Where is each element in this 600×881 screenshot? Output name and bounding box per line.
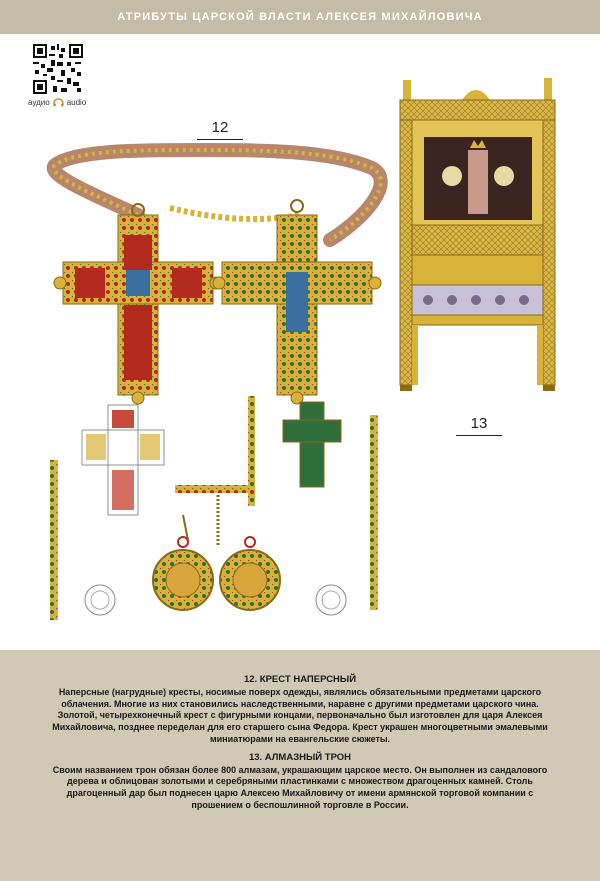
pectoral-cross-front [54, 204, 222, 404]
medallion-left [153, 537, 213, 610]
figure-number-12: 12 [211, 119, 229, 136]
audio-label[interactable]: аудио audio [28, 98, 87, 107]
figure-number-13: 13 [470, 415, 488, 432]
side-bar-left [50, 460, 58, 620]
cross-hinge-parts [175, 396, 255, 545]
side-bar-right [370, 415, 378, 610]
seal-sketch-right [316, 585, 346, 615]
cross-chain [54, 150, 381, 240]
diamond-throne [400, 78, 555, 391]
cross-heading: 12. КРЕСТ НАПЕРСНЫЙ [243, 674, 357, 685]
throne-description: Своим названием трон обязан более 800 алмазам, украшающим царское место. Он выполнен из сандалового дерева и облицован золотыми и серебряными пластинками с множеством драгоценных камней. Столь драгоценный дар был поднесен царю Алексею Михайловичу от имени армянской торговой компании с прошением о беспошлинной торговле в России. [52, 764, 548, 810]
cross-sketch [82, 405, 164, 515]
throne-heading: 13. АЛМАЗНЫЙ ТРОН [248, 751, 352, 763]
small-green-cross [283, 402, 341, 487]
pectoral-cross-back [213, 200, 381, 404]
seal-sketch-left [85, 585, 115, 615]
cross-description: Наперсные (нагрудные) кресты, носимые поверх одежды, являлись обязательными предметами царского облачения. Многие из них становились наследственными, наравне с другими предметами царского чина. Золотой, четырехконечный крест с фигурными концами, первоначально был изготовлен для царя Алексея Михайловича, позднее переделан для его старшего сына Федора. Крест украшен многоцветными эмалевыми миниатюрами на евангельские сюжеты. [52, 686, 548, 744]
page-title: АТРИБУТЫ ЦАРСКОЙ ВЛАСТИ АЛЕКСЕЯ МИХАЙЛОВИЧА [117, 11, 483, 23]
medallion-right [220, 537, 280, 610]
caption-text [50, 674, 550, 814]
caption-panel [0, 650, 600, 881]
